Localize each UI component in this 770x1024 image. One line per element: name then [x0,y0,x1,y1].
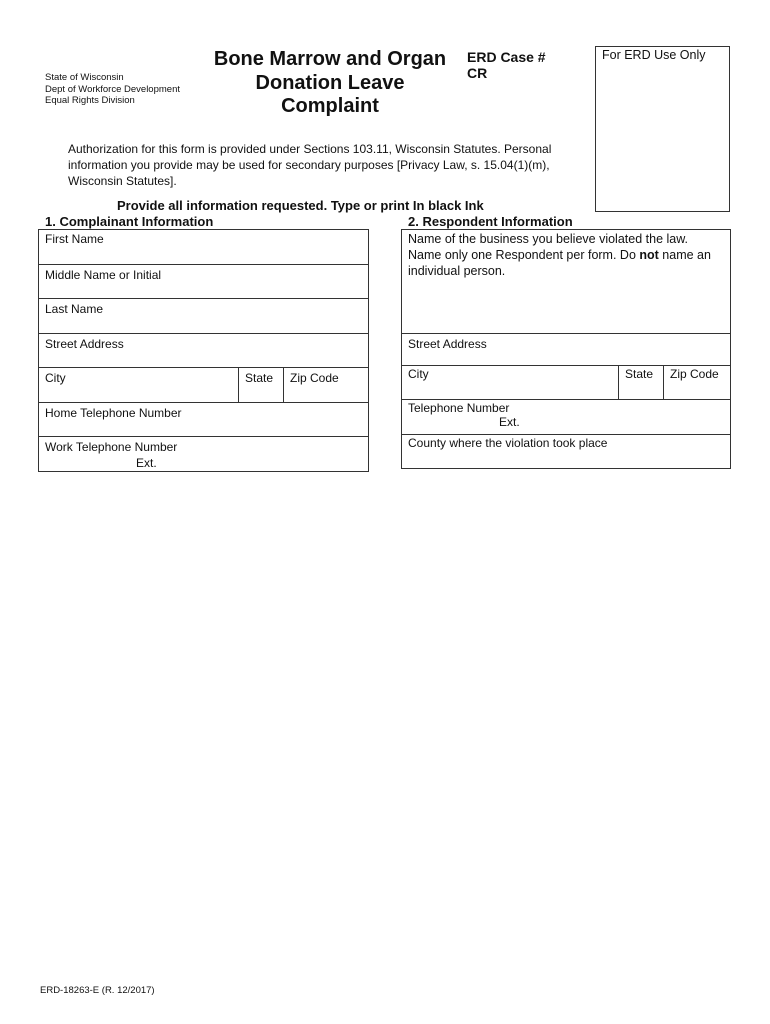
erd-case-prefix[interactable]: CR [467,65,488,81]
work-phone-ext-label: Ext. [136,456,157,470]
respondent-phone-label: Telephone Number [408,401,510,415]
home-phone-label: Home Telephone Number [45,406,182,420]
city-label: City [45,371,66,385]
complainant-table [38,229,369,472]
business-name-field[interactable] [402,230,730,334]
respondent-zip-code-field[interactable] [663,366,730,399]
erd-use-only-box [595,46,730,212]
zip-code-field[interactable] [283,368,368,402]
respondent-phone-field[interactable] [402,400,730,435]
middle-name-field[interactable] [39,265,368,299]
state-label: State [245,371,274,385]
erd-case-number [467,49,546,81]
respondent-state-field[interactable] [618,366,663,399]
erd-use-only-label: For ERD Use Only [602,48,706,62]
agency-department: Dept of Workforce Development [45,83,180,95]
respondent-zip-code-label: Zip Code [670,367,719,381]
respondent-street-address-field[interactable] [402,334,730,366]
violation-county-field[interactable] [402,435,730,469]
home-phone-field[interactable] [39,403,368,437]
first-name-label: First Name [45,232,104,246]
work-phone-label: Work Telephone Number [45,440,178,454]
form-number: ERD-18263-E (R. 12/2017) [40,985,155,996]
business-name-instructions-end: name an individual person. [408,248,711,278]
title-line-3: Complaint [281,95,379,117]
state-field[interactable] [238,368,283,402]
last-name-label: Last Name [45,302,104,316]
street-address-field[interactable] [39,334,368,368]
form-title [205,48,455,119]
respondent-state-label: State [625,367,654,381]
city-state-zip-row [39,368,368,403]
business-name-instructions-text: Name of the business you believe violated the law. Name only one Respondent per form. Do [408,232,689,262]
erd-case-label: ERD Case # [467,49,546,65]
title-line-2: Donation Leave [255,71,405,94]
respondent-table [401,229,731,469]
middle-name-label: Middle Name or Initial [45,268,162,282]
respondent-heading: 2. Respondent Information [408,214,573,229]
violation-county-label: County where the violation took place [408,436,608,450]
agency-division: Equal Rights Division [45,95,135,106]
first-name-field[interactable] [39,230,368,265]
respondent-street-address-label: Street Address [408,337,487,351]
respondent-city-field[interactable] [402,366,618,399]
city-field[interactable] [39,368,238,402]
authorization-notice: Authorization for this form is provided under Sections 103.11, Wisconsin Statutes. Personal information you provide may be used for secondary purposes [Privacy Law, s. 15.04(1)(m), Wisconsin Statutes]. [68,142,552,188]
respondent-city-label: City [408,367,429,381]
agency-block [45,72,180,107]
zip-code-label: Zip Code [290,371,339,385]
complainant-heading: 1. Complainant Information [45,214,214,229]
work-phone-field[interactable] [39,437,368,472]
agency-state: State of Wisconsin [45,72,124,83]
last-name-field[interactable] [39,299,368,334]
respondent-city-state-zip-row [402,366,730,400]
title-line-1: Bone Marrow and Organ [213,48,447,70]
business-name-instructions [402,230,730,333]
street-address-label: Street Address [45,337,124,351]
business-name-instructions-emphasis: not [639,248,659,262]
respondent-phone-ext-label: Ext. [499,415,520,429]
instructions: Provide all information requested. Type or print In black Ink [117,198,484,213]
